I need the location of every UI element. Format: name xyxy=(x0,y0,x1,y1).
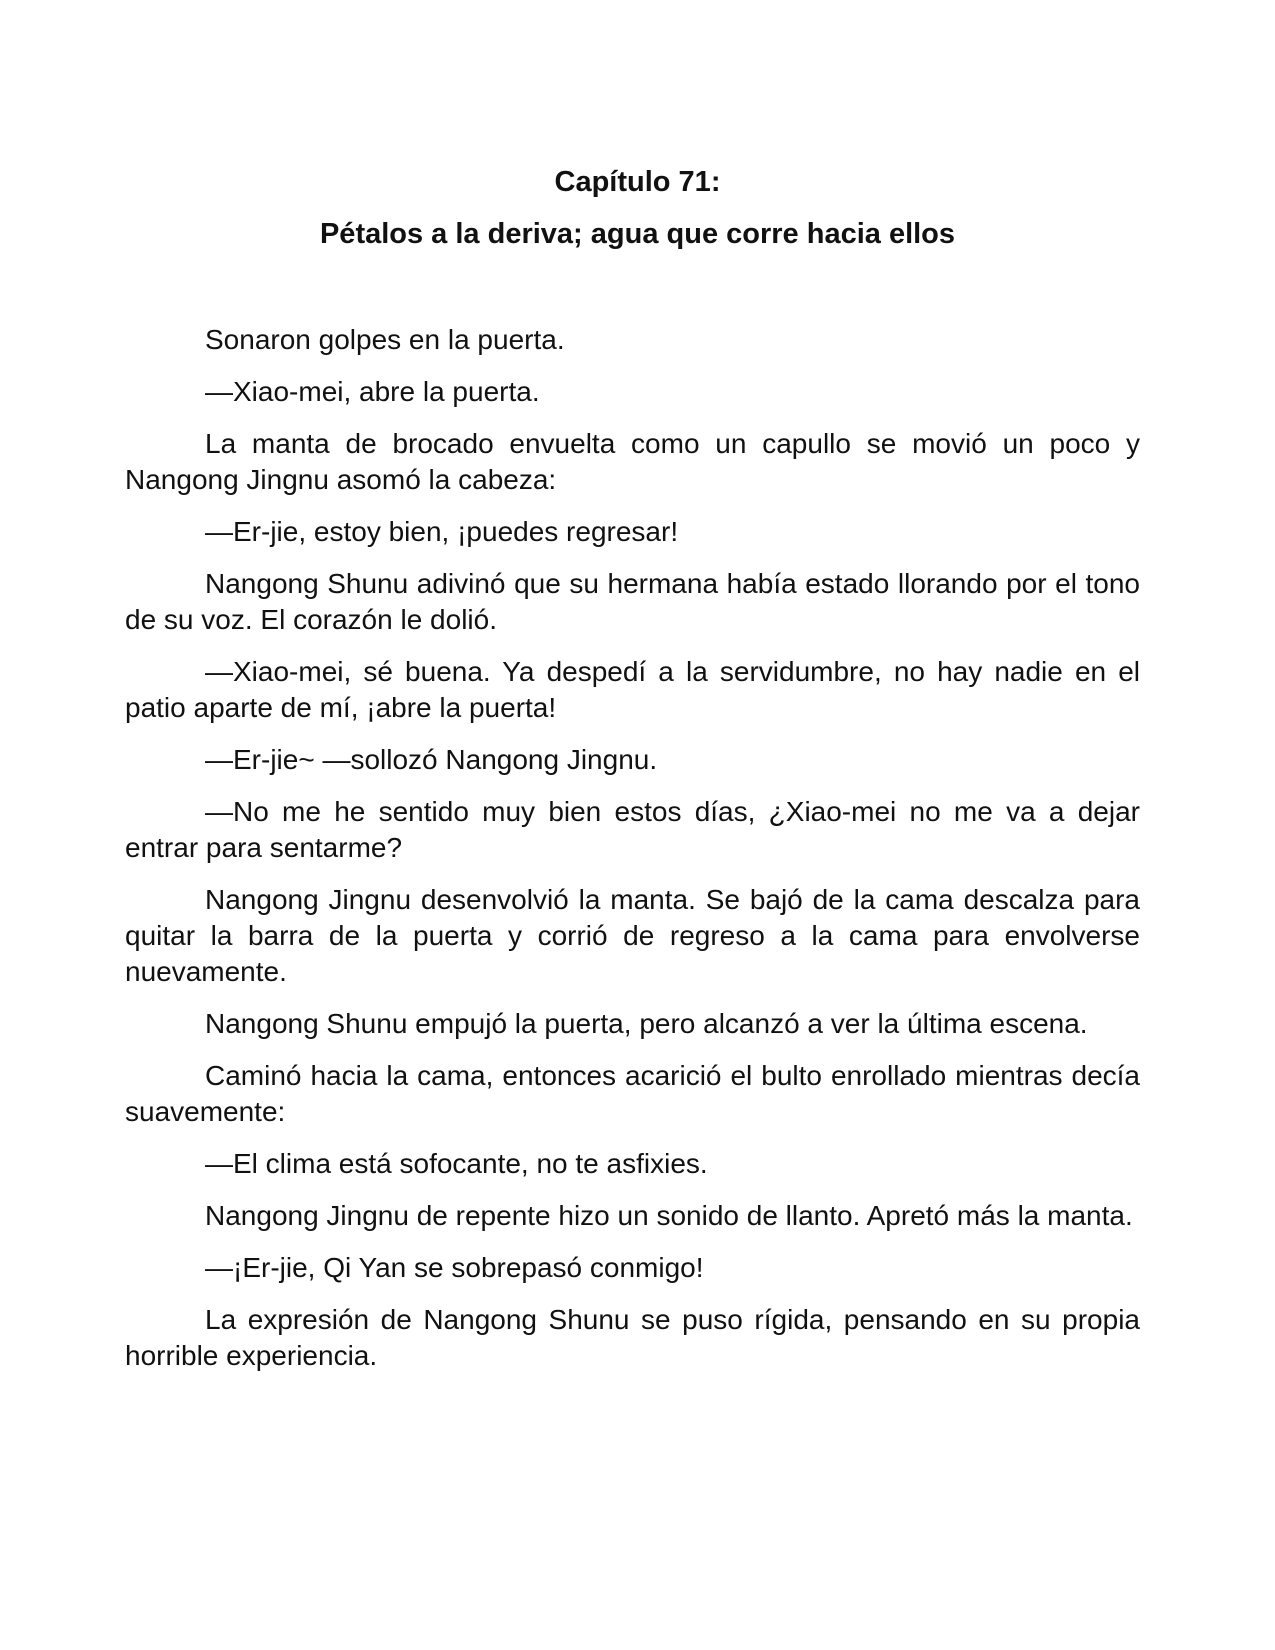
paragraph: —Er-jie~ —sollozó Nangong Jingnu. xyxy=(205,744,658,775)
chapter-title: Capítulo 71: xyxy=(554,166,721,198)
paragraph: —Er-jie, estoy bien, ¡puedes regresar! xyxy=(205,516,679,547)
chapter-subtitle: Pétalos a la deriva; agua que corre hacia ellos xyxy=(319,218,956,250)
paragraph: Nangong Shunu adivinó que su hermana había estado llorando por el tono de su voz. El corazón le dolió. xyxy=(125,568,1140,635)
chapter-body xyxy=(125,322,1140,1390)
paragraph: —No me he sentido muy bien estos días, ¿Xiao-mei no me va a dejar entrar para sentarme? xyxy=(125,796,1140,863)
paragraph: Nangong Shunu empujó la puerta, pero alcanzó a ver la última escena. xyxy=(205,1008,1088,1039)
paragraph: La expresión de Nangong Shunu se puso rígida, pensando en su propia horrible experiencia. xyxy=(125,1304,1140,1371)
paragraph: —El clima está sofocante, no te asfixies. xyxy=(205,1148,708,1179)
paragraph: —Xiao-mei, sé buena. Ya despedí a la servidumbre, no hay nadie en el patio aparte de mí, ¡abre la puerta! xyxy=(125,656,1140,723)
paragraph: —¡Er-jie, Qi Yan se sobrepasó conmigo! xyxy=(205,1252,704,1283)
paragraph: Nangong Jingnu de repente hizo un sonido de llanto. Apretó más la manta. xyxy=(205,1200,1133,1231)
paragraph: La manta de brocado envuelta como un capullo se movió un poco y Nangong Jingnu asomó la cabeza: xyxy=(125,428,1140,495)
paragraph: Nangong Jingnu desenvolvió la manta. Se bajó de la cama descalza para quitar la barra de la puerta y corrió de regreso a la cama para envolverse nuevamente. xyxy=(125,884,1140,987)
paragraph: —Xiao-mei, abre la puerta. xyxy=(205,376,540,407)
paragraph: Sonaron golpes en la puerta. xyxy=(205,324,565,355)
paragraph: Caminó hacia la cama, entonces acarició el bulto enrollado mientras decía suavemente: xyxy=(125,1060,1140,1127)
